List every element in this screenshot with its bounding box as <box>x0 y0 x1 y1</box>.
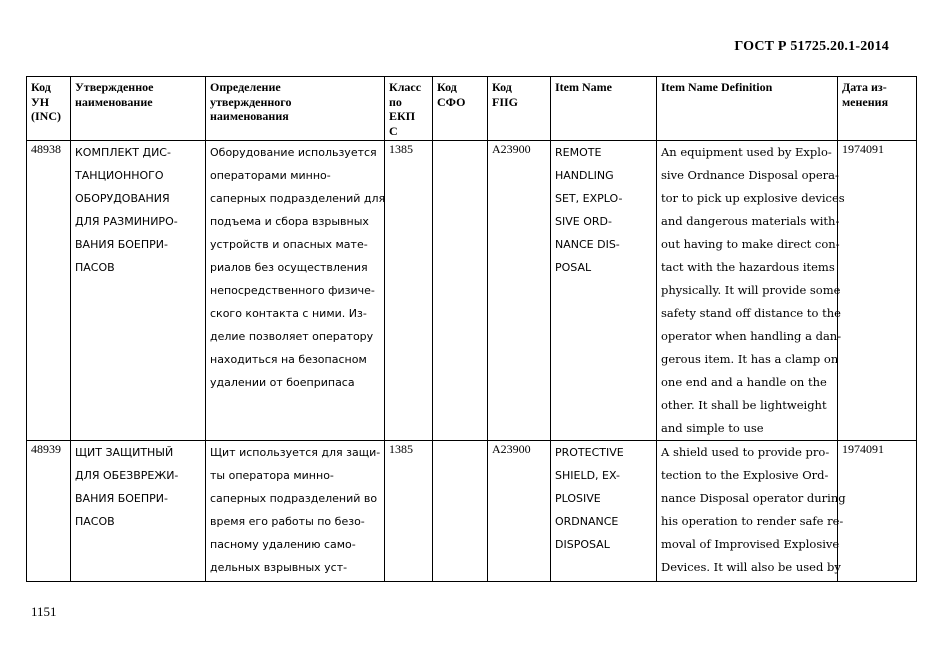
sfo-cell <box>433 141 488 441</box>
column-header-line: по <box>389 94 402 109</box>
column-header-line: Класс <box>389 80 422 94</box>
cell-text-line: устройств и опасных мате- <box>210 238 368 251</box>
column-header-line: УН <box>31 94 50 109</box>
col-header-class <box>385 77 433 141</box>
cell-text-line: ОБОРУДОВАНИЯ <box>75 192 170 205</box>
sfo-cell <box>433 441 488 582</box>
column-header-line: Код <box>437 80 457 94</box>
cell-text-line: A shield used to provide pro- <box>661 445 830 459</box>
cell-text-line: HANDLING <box>555 169 614 182</box>
column-header-line: ЕКП <box>389 109 416 123</box>
column-header-line: Код <box>31 80 51 94</box>
cell-text-line: tection to the Explosive Ord- <box>661 468 829 482</box>
cell-text-line: ского контакта с ними. Из- <box>210 307 367 320</box>
cell-text-line: ПАСОВ <box>75 515 115 528</box>
cell-text-line: NANCE DIS- <box>555 238 620 251</box>
page-number: 1151 <box>31 604 57 619</box>
cell-text-line: sive Ordnance Disposal opera- <box>661 168 839 182</box>
cell-text-line: physically. It will provide some <box>661 283 841 297</box>
cell-text-line: his operation to render safe re- <box>661 514 844 528</box>
cell-text-line: ВАНИЯ БОЕПРИ- <box>75 492 168 505</box>
inc-code-cell: 48938 <box>27 141 71 441</box>
cell-text-line: Оборудование используется <box>210 146 377 159</box>
standard-designation: ГОСТ Р 51725.20.1-2014 <box>734 39 889 54</box>
cell-text-line: ты оператора минно- <box>210 469 334 482</box>
cell-text-line: операторами минно- <box>210 169 331 182</box>
cell-text-line: время его работы по безо- <box>210 515 365 528</box>
column-header-line: менения <box>842 94 889 109</box>
cell-text-line: gerous item. It has a clamp on <box>661 352 839 366</box>
cell-text-line: ДЛЯ ОБЕЗВРЕЖИ- <box>75 469 179 482</box>
cell-text-line: пасному удалению само- <box>210 538 356 551</box>
item-definition-cell <box>657 441 846 582</box>
cell-text-line: непосредственного физиче- <box>210 284 375 297</box>
column-header-line: FIIG <box>492 94 519 109</box>
cell-text-line: safety stand off distance to the <box>661 306 841 320</box>
col-header-item-definition <box>657 77 838 141</box>
approved-name-cell <box>71 441 206 582</box>
table-header-row <box>27 77 917 141</box>
cell-text-line: ПАСОВ <box>75 261 115 274</box>
col-header-item-name <box>551 77 657 141</box>
cell-text-line: саперных подразделений во <box>210 492 378 505</box>
cell-text-line: REMOTE <box>555 146 602 159</box>
column-header-line: Item Name Definition <box>661 80 773 94</box>
column-header-line: Утвержденное <box>75 80 154 94</box>
table-row <box>27 441 917 582</box>
column-header-line: наименование <box>75 94 153 109</box>
cell-text-line: удалении от боеприпаса <box>210 376 355 389</box>
cell-text-line: делие позволяет оператору <box>210 330 374 343</box>
cell-text-line: КОМПЛЕКТ ДИС- <box>75 146 171 159</box>
cell-text-line: Щит используется для защи- <box>210 446 381 459</box>
column-header-line: Дата из- <box>842 80 887 94</box>
cell-text-line: out having to make direct con- <box>661 237 840 251</box>
cell-text-line: and simple to use <box>661 421 764 435</box>
catalog-table <box>26 76 917 582</box>
cell-text-line: подъема и сбора взрывных <box>210 215 369 228</box>
fiig-cell: A23900 <box>488 441 551 582</box>
item-definition-cell <box>657 141 845 441</box>
cell-text-line: one end and a handle on the <box>661 375 827 389</box>
fiig-cell: A23900 <box>488 141 551 441</box>
cell-text-line: ДЛЯ РАЗМИНИРО- <box>75 215 178 228</box>
cell-text-line: tor to pick up explosive devices <box>661 191 845 205</box>
cell-text-line: саперных подразделений для <box>210 192 386 205</box>
class-cell: 1385 <box>385 141 433 441</box>
col-header-inc <box>27 77 71 141</box>
definition-cell <box>206 141 385 441</box>
cell-text-line: риалов без осуществления <box>210 261 368 274</box>
change-date-cell: 1974091 <box>838 441 917 582</box>
column-header-line: Код <box>492 80 512 94</box>
cell-text-line: DISPOSAL <box>555 538 610 551</box>
inc-code-cell: 48939 <box>27 441 71 582</box>
definition-cell <box>206 441 385 582</box>
class-cell: 1385 <box>385 441 433 582</box>
cell-text-line: An equipment used by Explo- <box>661 145 832 159</box>
cell-text-line: SIVE ORD- <box>555 215 612 228</box>
cell-text-line: ORDNANCE <box>555 515 619 528</box>
change-date-cell: 1974091 <box>838 141 917 441</box>
cell-text-line: PLOSIVE <box>555 492 601 505</box>
cell-text-line: POSAL <box>555 261 592 274</box>
cell-text-line: Devices. It will also be used by <box>661 560 841 574</box>
column-header-line: Item Name <box>555 80 612 94</box>
column-header-line: наименования <box>210 109 289 123</box>
item-name-cell <box>551 441 657 582</box>
col-header-fiig <box>488 77 551 141</box>
column-header-line: С <box>389 123 398 138</box>
cell-text-line: ВАНИЯ БОЕПРИ- <box>75 238 168 251</box>
col-header-approved-name <box>71 77 206 141</box>
cell-text-line: SHIELD, EX- <box>555 469 620 482</box>
approved-name-cell <box>71 141 206 441</box>
cell-text-line: SET, EXPLO- <box>555 192 623 205</box>
column-header-line: (INC) <box>31 109 61 123</box>
col-header-sfo <box>433 77 488 141</box>
cell-text-line: operator when handling a dan- <box>661 329 842 343</box>
item-name-cell <box>551 141 657 441</box>
cell-text-line: moval of Improvised Explosive <box>661 537 840 551</box>
column-header-line: СФО <box>437 94 466 109</box>
cell-text-line: and dangerous materials with- <box>661 214 840 228</box>
cell-text-line: находиться на безопасном <box>210 353 367 366</box>
col-header-change-date <box>838 77 917 141</box>
table-row <box>27 141 917 441</box>
cell-text-line: PROTECTIVE <box>555 446 624 459</box>
col-header-definition <box>206 77 385 141</box>
cell-text-line: other. It shall be lightweight <box>661 398 827 412</box>
column-header-line: утвержденного <box>210 94 292 109</box>
column-header-line: Определение <box>210 80 281 94</box>
cell-text-line: ЩИТ ЗАЩИТНЫЙ <box>75 446 174 459</box>
cell-text-line: nance Disposal operator during <box>661 491 846 505</box>
cell-text-line: tact with the hazardous items <box>661 260 835 274</box>
cell-text-line: дельных взрывных уст- <box>210 561 348 574</box>
cell-text-line: ТАНЦИОННОГО <box>75 169 164 182</box>
